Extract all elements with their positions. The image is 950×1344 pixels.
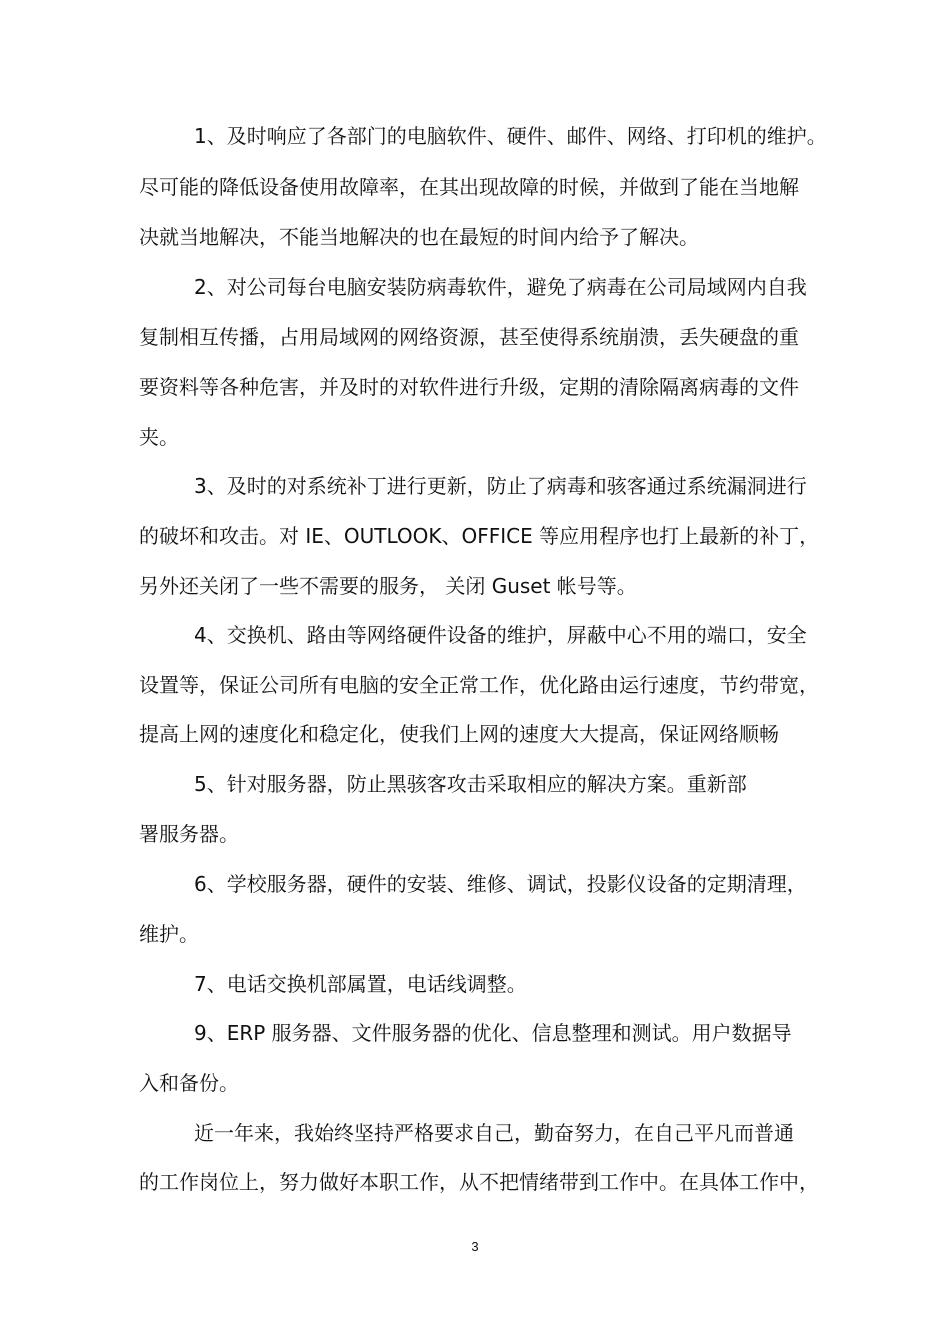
paragraph-1-line-3: 决就当地解决，不能当地解决的也在最短的时间内给予了解决。 <box>139 225 699 249</box>
paragraph-5-line-2: 署服务器。 <box>139 822 239 846</box>
paragraph-5-line-1: 5、针对服务器，防止黑骇客攻击采取相应的解决方案。重新部 <box>194 772 747 796</box>
paragraph-2-line-1: 2、对公司每台电脑安装防病毒软件，避免了病毒在公司局域网内自我 <box>194 275 807 299</box>
paragraph-9-line-1: 近一年来，我始终坚持严格要求自己，勤奋努力，在自己平凡而普通 <box>194 1121 794 1145</box>
paragraph-2-line-3: 要资料等各种危害，并及时的对软件进行升级，定期的清除隔离病毒的文件 <box>139 375 799 399</box>
paragraph-4-line-1: 4、交换机、路由等网络硬件设备的维护，屏蔽中心不用的端口，安全 <box>194 623 807 647</box>
page-number: 3 <box>471 1239 479 1254</box>
paragraph-2-line-4: 夹。 <box>139 425 179 449</box>
paragraph-9-line-2: 的工作岗位上，努力做好本职工作，从不把情绪带到工作中。在具体工作中， <box>139 1170 819 1194</box>
paragraph-4-line-3: 提高上网的速度化和稳定化，使我们上网的速度大大提高，保证网络顺畅 <box>139 722 779 746</box>
paragraph-3-line-2: 的破坏和攻击。对 IE、OUTLOOK、OFFICE 等应用程序也打上最新的补丁， <box>139 524 820 548</box>
paragraph-6-line-1: 6、学校服务器，硬件的安装、维修、调试，投影仪设备的定期清理， <box>194 872 807 896</box>
paragraph-4-line-2: 设置等，保证公司所有电脑的安全正常工作，优化路由运行速度，节约带宽， <box>139 673 819 697</box>
paragraph-8-line-2: 入和备份。 <box>139 1071 239 1095</box>
paragraph-1-line-2: 尽可能的降低设备使用故障率，在其出现故障的时候，并做到了能在当地解 <box>139 175 799 199</box>
paragraph-3-line-3: 另外还关闭了一些不需要的服务， 关闭 Guset 帐号等。 <box>139 574 637 598</box>
paragraph-1-line-1: 1、及时响应了各部门的电脑软件、硬件、邮件、网络、打印机的维护。 <box>194 124 827 148</box>
paragraph-6-line-2: 维护。 <box>139 922 199 946</box>
paragraph-8-line-1: 9、ERP 服务器、文件服务器的优化、信息整理和测试。用户数据导 <box>194 1021 792 1045</box>
paragraph-3-line-1: 3、及时的对系统补丁进行更新，防止了病毒和骇客通过系统漏洞进行 <box>194 474 807 498</box>
paragraph-7-line-1: 7、电话交换机部属置，电话线调整。 <box>194 972 527 996</box>
paragraph-2-line-2: 复制相互传播，占用局域网的网络资源，甚至使得系统崩溃，丢失硬盘的重 <box>139 325 799 349</box>
